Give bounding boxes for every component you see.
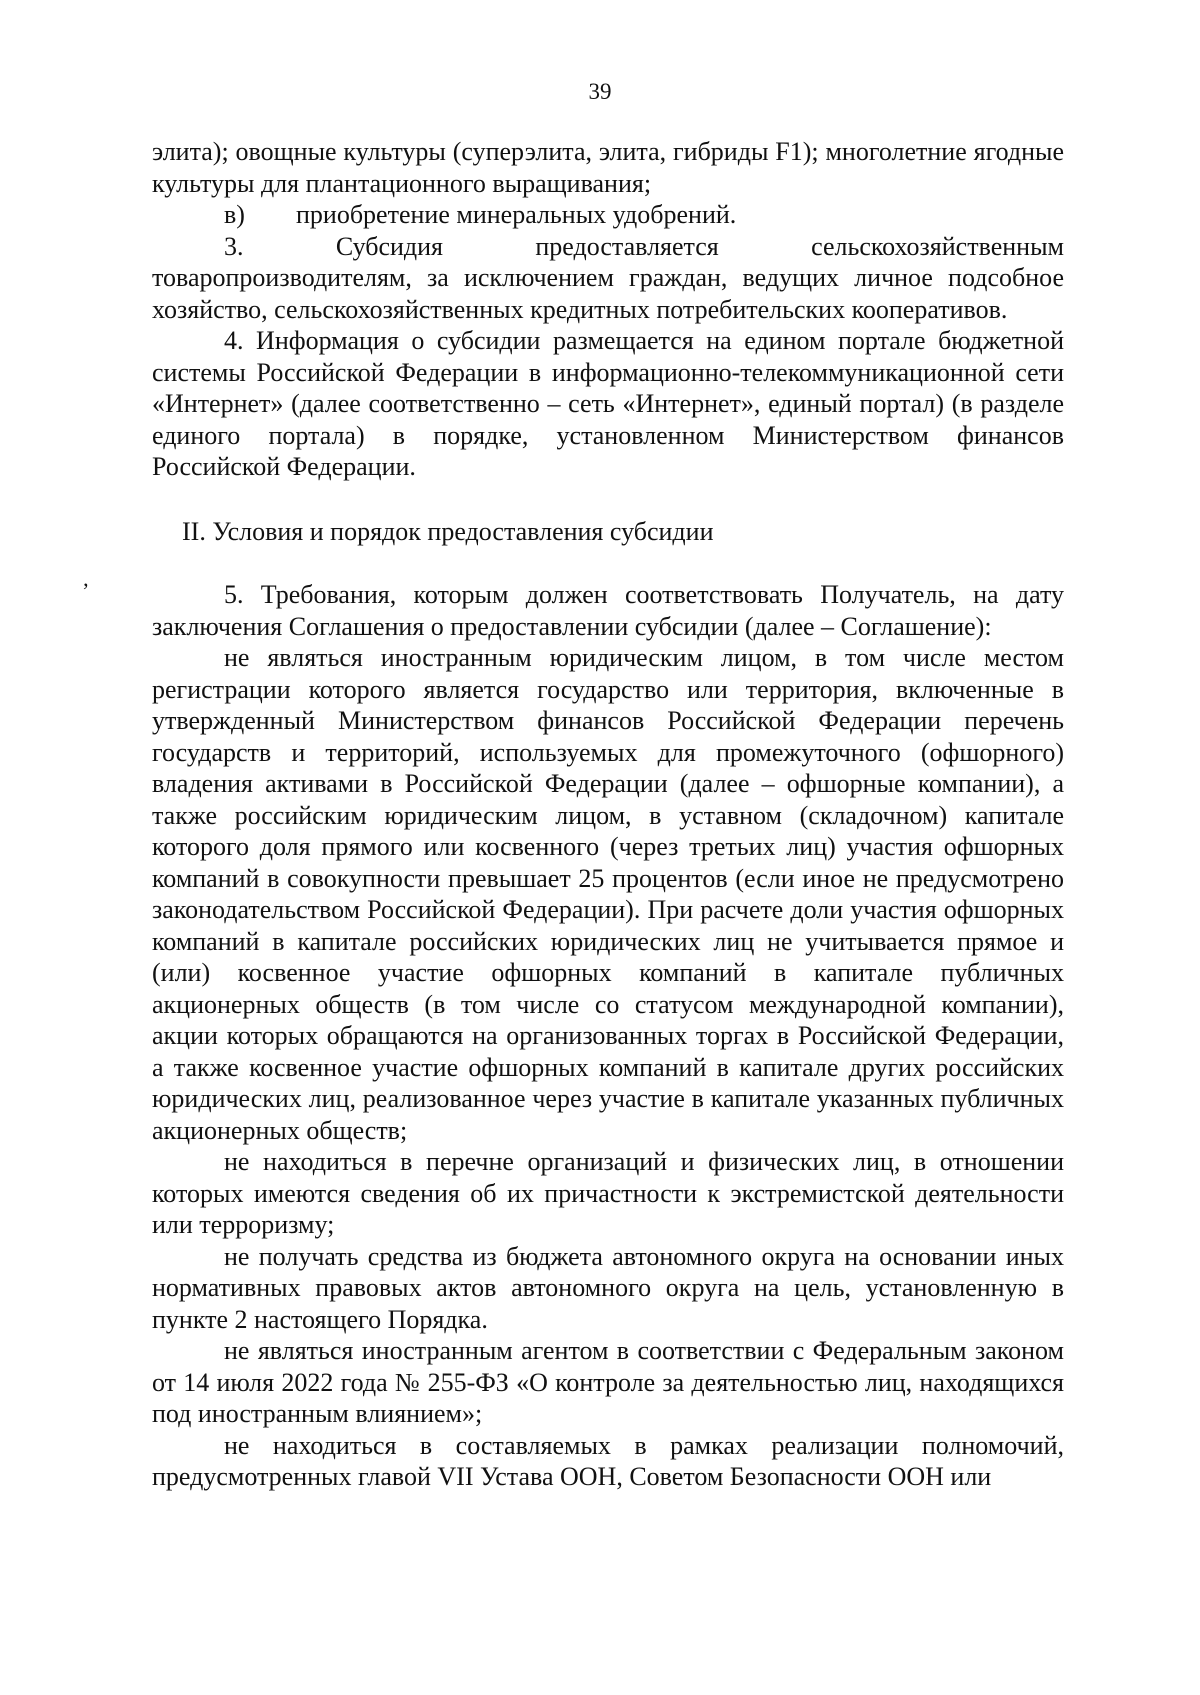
item-v-text: приобретение минеральных удобрений. bbox=[296, 200, 737, 229]
paragraph-seed-crops: элита); овощные культуры (суперэлита, элита, гибриды F1); многолетние ягодные культуры для плантационного выращивания; bbox=[152, 137, 1064, 198]
page-number: 39 bbox=[588, 79, 612, 104]
paragraph-not-foreign-entity: не являться иностранным юридическим лицом, в том числе местом регистрации которого является государство или территория, включенные в утвержденный Министерством финансов Российской Федерации перечень государств и территорий, используемых для промежуточного (офшорного) владения активами в Российской Федерации (далее – офшорные компании), а также российским юридическим лицом, в уставном (складочном) капитале которого доля прямого или косвенного (через третьих лиц) участия офшорных компаний в совокупности превышает 25 процентов (если иное не предусмотрено законодательством Российской Федерации). При расчете доли участия офшорных компаний в капитале российских юридических лиц не учитывается прямое и (или) косвенное участие офшорных компаний в капитале публичных акционерных обществ (в том числе со статусом международной компании), акции которых обращаются на организованных торгах в Российской Федерации, а также косвенное участие офшорных компаний в капитале других российских юридических лиц, реализованное через участие в капитале указанных публичных акционерных обществ; bbox=[152, 643, 1064, 1145]
paragraph-un-lists: не находиться в составляемых в рамках реализации полномочий, предусмотренных главой VII Устава ООН, Советом Безопасности ООН или bbox=[152, 1430, 1064, 1491]
scan-artifact-mark: ’ bbox=[82, 578, 90, 603]
paragraph-item-v bbox=[152, 199, 1064, 231]
paragraph-not-in-extremism-list: не находиться в перечне организаций и физических лиц, в отношении которых имеются сведения об их причастности к экстремистской деятельности или терроризму; bbox=[152, 1147, 1064, 1239]
paragraph-no-other-budget-funds: не получать средства из бюджета автономного округа на основании иных нормативных правовых актов автономного округа на цель, установленную в пункте 2 настоящего Порядка. bbox=[152, 1241, 1064, 1334]
paragraph-3-subsidy-recipients: 3. Субсидия предоставляется сельскохозяйственным товаропроизводителям, за исключением граждан, ведущих личное подсобное хозяйство, сельскохозяйственных кредитных потребительских кооперативов. bbox=[152, 231, 1064, 324]
paragraph-4-information: 4. Информация о субсидии размещается на едином портале бюджетной системы Российской Федерации в информационно-телекоммуникационной сети «Интернет» (далее соответственно – сеть «Интернет», единый портал) (в разделе единого портала) в порядке, установленном Министерством финансов Российской Федерации. bbox=[152, 326, 1064, 481]
document-body bbox=[152, 136, 1064, 1493]
item-v-marker: в) bbox=[224, 200, 245, 229]
paragraph-not-foreign-agent: не являться иностранным агентом в соответствии с Федеральным законом от 14 июля 2022 года № 255-ФЗ «О контроле за деятельностью лиц, находящихся под иностранным влиянием»; bbox=[152, 1336, 1064, 1428]
section-heading: II. Условия и порядок предоставления субсидии bbox=[182, 516, 714, 546]
paragraph-5-requirements: 5. Требования, которым должен соответствовать Получатель, на дату заключения Соглашения о предоставлении субсидии (далее – Соглашение): bbox=[152, 580, 1064, 641]
